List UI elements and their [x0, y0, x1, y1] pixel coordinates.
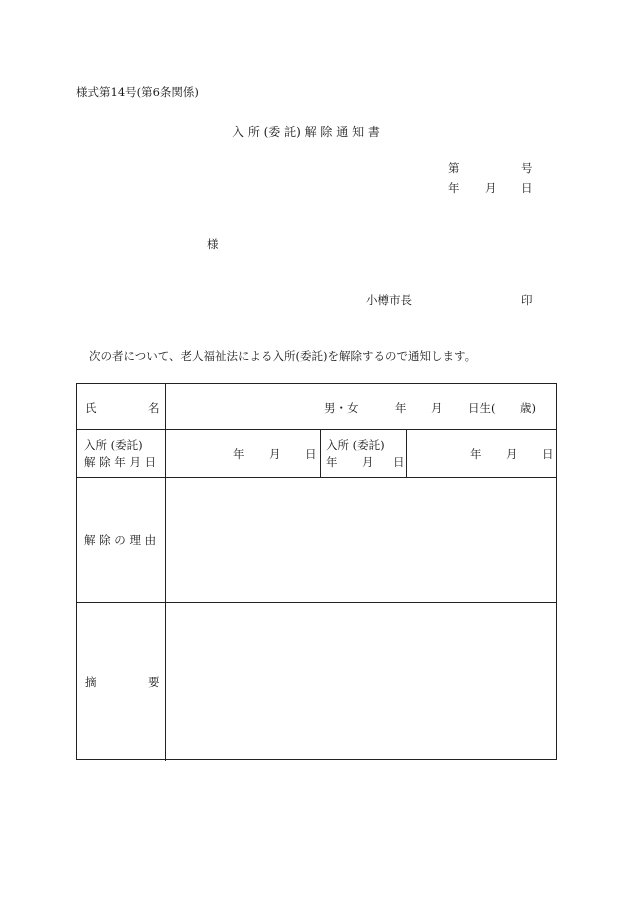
reference-date-month: 月 — [485, 181, 497, 195]
reference-number-suffix: 号 — [521, 161, 533, 175]
date-column-divider — [320, 429, 321, 477]
admission-day-label: 日 — [542, 447, 554, 461]
date-column-divider — [406, 429, 407, 477]
birth-day-label: 日生( — [468, 401, 496, 415]
reference-date-day: 日 — [521, 181, 533, 195]
notice-text: 次の者について、老人福祉法による入所(委託)を解除するので通知します。 — [89, 349, 477, 363]
sender-name: 小樽市長 — [366, 293, 412, 307]
name-label-first: 氏 — [85, 401, 97, 415]
admission-date-label-month: 月 — [362, 455, 374, 469]
remarks-label-first: 摘 — [85, 675, 97, 689]
reference-date-year: 年 — [448, 181, 460, 195]
seal-mark: 印 — [521, 293, 533, 307]
admission-month-label: 月 — [506, 447, 518, 461]
remarks-label-second: 要 — [148, 675, 160, 689]
age-label: 歳) — [520, 401, 536, 415]
name-label-second: 名 — [148, 401, 160, 415]
release-date-label-line2: 解 除 年 月 日 — [84, 455, 157, 469]
remarks-field[interactable] — [169, 606, 553, 756]
admission-date-label-line1: 入所 (委託) — [326, 438, 385, 452]
release-year-label: 年 — [233, 447, 245, 461]
admission-date-label-day: 日 — [393, 455, 405, 469]
birth-month-label: 月 — [431, 401, 443, 415]
reason-field[interactable] — [169, 481, 553, 598]
row-divider — [77, 429, 556, 430]
document-title: 入 所 (委 託) 解 除 通 知 書 — [232, 125, 380, 139]
label-column-divider — [165, 384, 166, 761]
row-divider — [77, 477, 556, 478]
release-date-label-line1: 入所 (委託) — [84, 438, 143, 452]
form-number: 様式第14号(第6条関係) — [76, 85, 199, 99]
addressee-honorific: 様 — [207, 237, 219, 251]
form-table — [76, 383, 557, 760]
birth-year-label: 年 — [395, 401, 407, 415]
release-day-label: 日 — [305, 447, 317, 461]
release-month-label: 月 — [269, 447, 281, 461]
admission-year-label: 年 — [470, 447, 482, 461]
reason-label: 解 除 の 理 由 — [84, 533, 157, 547]
row-divider — [77, 602, 556, 603]
gender-field[interactable]: 男・女 — [324, 401, 359, 415]
reference-number-prefix: 第 — [448, 161, 460, 175]
admission-date-label-year: 年 — [326, 455, 338, 469]
